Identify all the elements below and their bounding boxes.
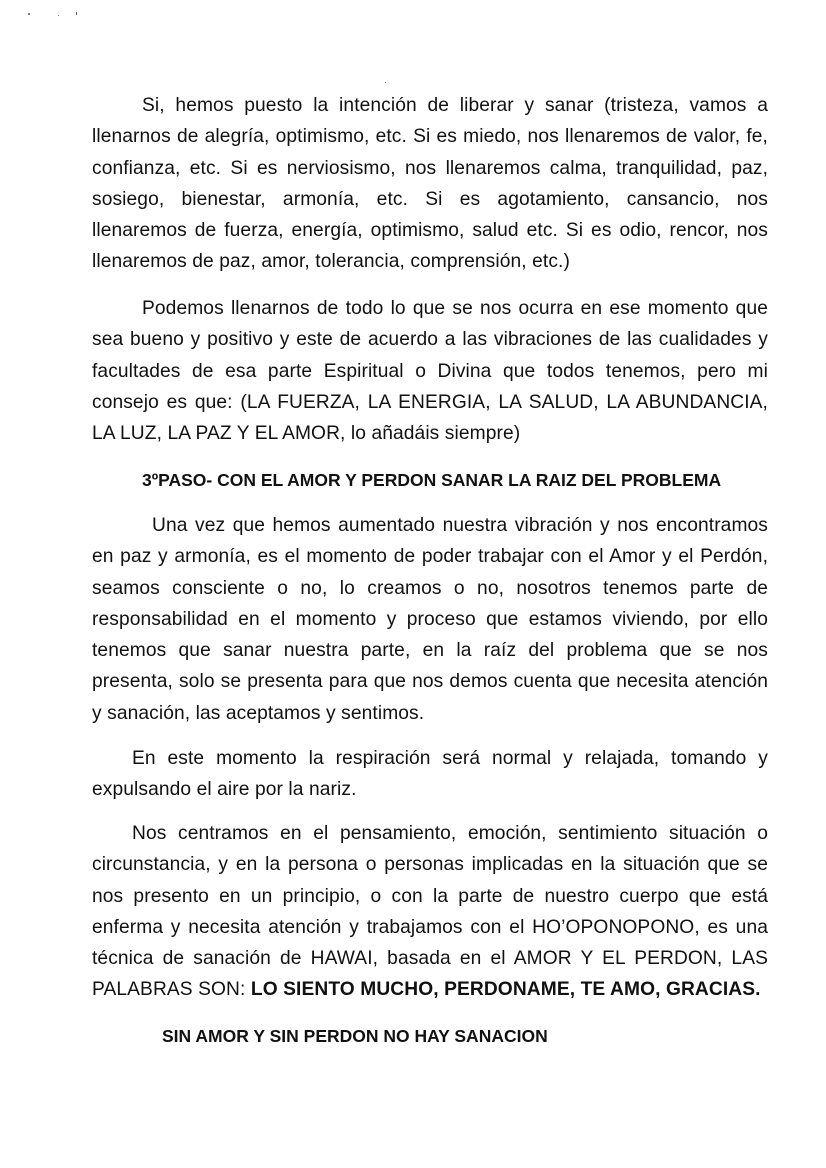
scan-speck [76,12,77,15]
paragraph-love-forgiveness: Una vez que hemos aumentado nuestra vibración y nos encontramos en paz y armonía, es el momento de poder trabajar con el Amor y el Perdón, seamos consciente o no, lo creamos o no, nosotros tenemos parte de responsabilidad en el momento y proceso que estamos viviendo, por ello tenemos que sanar nuestra parte, en la raíz del problema que se nos presenta, solo se presenta para que nos demos cuenta que necesita atención y sanación, las aceptamos y sentimos. [92,515,768,724]
hooponopono-words: LO SIENTO MUCHO, PERDONAME, TE AMO, GRACIAS. [250,979,761,1001]
closing-heading: SIN AMOR Y SIN PERDON NO HAY SANACION [162,1026,548,1046]
paragraph-fill-yourself: Podemos llenarnos de todo lo que se nos ocurra en ese momento que sea bueno y positivo y este de acuerdo a las vibraciones de las cualidades y facultades de esa parte Espiritual o Divina que todos tenemos, pero mi consejo es que: (LA FUERZA, LA ENERGIA, LA SALUD, LA ABUNDANCIA, LA LUZ, LA PAZ Y EL AMOR, lo añadáis siempre) [92,298,768,445]
paragraph-intention: Si, hemos puesto la intención de liberar y sanar (tristeza, vamos a llenarnos de alegría, optimismo, etc. Si es miedo, nos llenaremos de valor, fe, confianza, etc. Si es nerviosismo, nos llenaremos calma, tranquilidad, paz, sosiego, bienestar, armonía, etc. Si es agotamiento, cansancio, nos llenaremos de fuerza, energía, optimismo, salud etc. Si es odio, rencor, nos llenaremos de paz, amor, tolerancia, comprensión, etc.) [92,95,768,273]
paragraph-hooponopono-text: Nos centramos en el pensamiento, emoción, sentimiento situación o circunstancia, y en la persona o personas implicadas en la situación que se nos presento en un principio, o con la parte de nuestro cuerpo que está enferma y necesita atención y trabajamos con el HO’OPONOPONO, es una técnica de sanación de HAWAI, basada en el AMOR Y EL PERDON, LAS PALABRAS SON: [92,823,768,1001]
scan-speck [28,13,30,15]
scan-speck [385,82,386,83]
paragraph-hooponopono [92,818,768,1006]
section-heading-step3: 3ºPASO- CON EL AMOR Y PERDON SANAR LA RAIZ DEL PROBLEMA [142,470,722,490]
scan-speck [58,15,59,16]
paragraph-breathing: En este momento la respiración será normal y relajada, tomando y expulsando el aire por la nariz. [92,748,768,801]
